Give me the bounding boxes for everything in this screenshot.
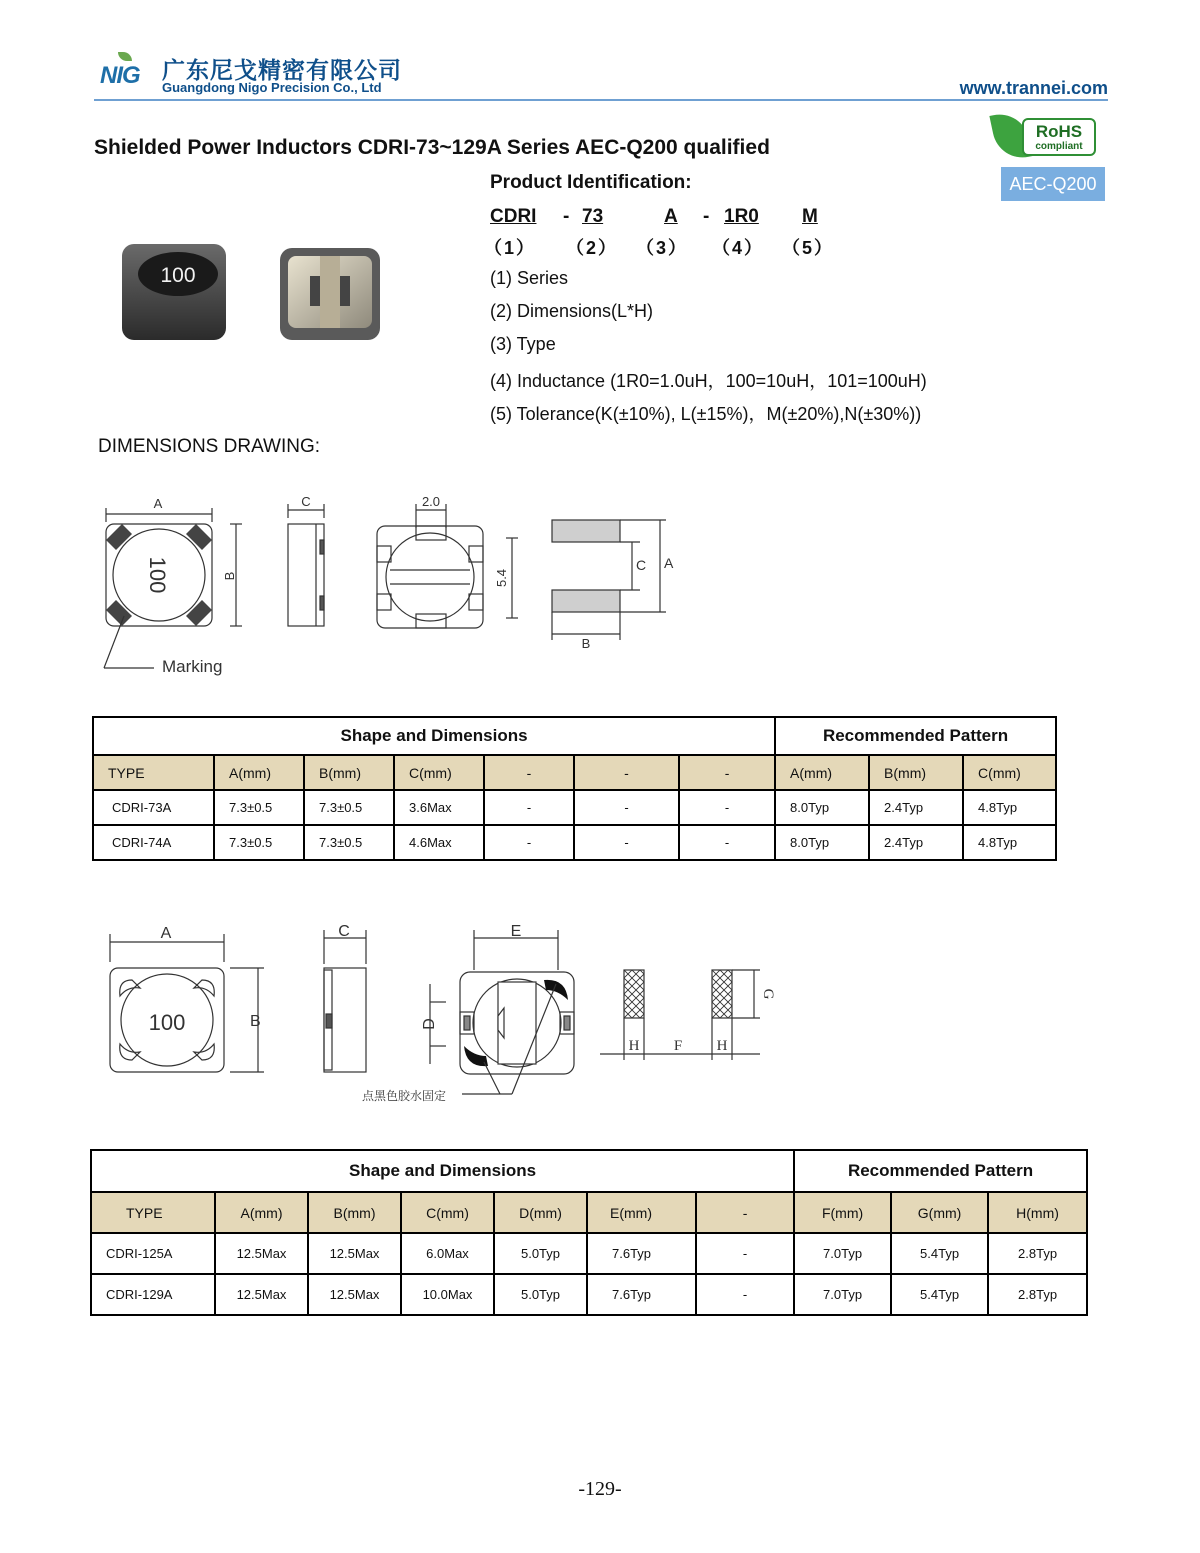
cell-value: 4.8Typ: [963, 825, 1056, 860]
cell-value: 7.3±0.5: [304, 825, 394, 860]
table-caption-shape: Shape and Dimensions: [93, 717, 775, 755]
dim2-label-f: F: [673, 1038, 683, 1054]
cell-value: 7.6Typ: [587, 1274, 696, 1315]
table-header: -: [484, 755, 574, 790]
table-header: C(mm): [394, 755, 484, 790]
dim-label-a: A: [153, 496, 163, 511]
dim2-label-b: B: [250, 1013, 261, 1030]
table-caption-pattern: Recommended Pattern: [775, 717, 1056, 755]
dimensions-table-2: [90, 1149, 1088, 1316]
cell-value: -: [696, 1233, 794, 1274]
inductor-bottom-photo: [280, 248, 380, 340]
pad-label-b: B: [581, 636, 591, 651]
table2-header: F(mm): [794, 1192, 891, 1233]
cell-value: -: [574, 825, 679, 860]
dim2-label-h: H: [628, 1038, 640, 1054]
dim2-label-a: A: [160, 925, 172, 942]
table2-caption-pattern: Recommended Pattern: [794, 1150, 1087, 1192]
pad-label-c: C: [636, 557, 647, 573]
header-divider: [94, 99, 1108, 101]
table-header: A(mm): [775, 755, 869, 790]
cell-value: 7.3±0.5: [304, 790, 394, 825]
cell-value: 12.5Max: [215, 1274, 308, 1315]
cell-value: 4.6Max: [394, 825, 484, 860]
drawing2-marking: 100: [148, 1010, 186, 1035]
table-header: C(mm): [963, 755, 1056, 790]
page-title: Shielded Power Inductors CDRI-73~129A Series AEC-Q200 qualified: [94, 136, 770, 159]
dim2-label-d: D: [421, 1018, 438, 1030]
aec-q200-badge: AEC-Q200: [1001, 167, 1105, 201]
table2-header: H(mm): [988, 1192, 1087, 1233]
code-separator: -: [563, 206, 570, 227]
code-tolerance: M: [802, 206, 818, 227]
dim2-label-g: G: [760, 988, 776, 1000]
cell-value: 5.0Typ: [494, 1233, 587, 1274]
table-row: [93, 790, 1056, 825]
cell-value: -: [574, 790, 679, 825]
rohs-badge: [992, 110, 1104, 160]
cell-value: 8.0Typ: [775, 790, 869, 825]
cell-value: -: [484, 790, 574, 825]
website-url: www.trannei.com: [959, 78, 1108, 98]
code-inductance: 1R0: [724, 206, 759, 227]
cell-value: 7.3±0.5: [214, 790, 304, 825]
cell-value: 2.4Typ: [869, 790, 963, 825]
code-dimensions: 73: [582, 206, 604, 227]
code-index: （4）: [712, 238, 765, 258]
cell-value: 5.0Typ: [494, 1274, 587, 1315]
table2-header: TYPE: [91, 1192, 215, 1233]
code-index: （5）: [782, 238, 835, 258]
cell-value: 10.0Max: [401, 1274, 494, 1315]
cell-value: 12.5Max: [215, 1233, 308, 1274]
cell-value: 5.4Typ: [891, 1274, 988, 1315]
table-header: -: [574, 755, 679, 790]
cell-value: 12.5Max: [308, 1274, 401, 1315]
cell-value: 5.4Typ: [891, 1233, 988, 1274]
rohs-title: RoHS: [1035, 122, 1083, 141]
table2-header: B(mm): [308, 1192, 401, 1233]
table2-header: E(mm): [587, 1192, 696, 1233]
cell-value: -: [696, 1274, 794, 1315]
dimensions-drawing-2: [100, 918, 780, 1110]
cell-value: 12.5Max: [308, 1233, 401, 1274]
dim2-label-c: C: [338, 923, 350, 940]
rohs-subtitle: compliant: [1035, 141, 1083, 152]
dimensions-table-1: [92, 716, 1057, 861]
photo-marking: 100: [160, 264, 196, 287]
code-index: （1）: [484, 238, 537, 258]
table-header: -: [679, 755, 775, 790]
definition-item: (5) Tolerance(K(±10%), L(±15%)，M(±20%),N(±30%)): [490, 404, 922, 424]
dim-label-b: B: [222, 571, 237, 581]
table2-header: G(mm): [891, 1192, 988, 1233]
cell-value: 2.8Typ: [988, 1274, 1087, 1315]
cell-value: -: [679, 790, 775, 825]
company-logo: [100, 50, 440, 96]
company-name-en: Guangdong Nigo Precision Co., Ltd: [162, 80, 382, 95]
dim-label-5-4: 5.4: [494, 568, 509, 588]
cell-value: -: [679, 825, 775, 860]
code-index: （3）: [636, 238, 689, 258]
cell-value: 8.0Typ: [775, 825, 869, 860]
dim-label-c: C: [301, 494, 311, 509]
code-type: A: [664, 206, 678, 227]
table-header: B(mm): [304, 755, 394, 790]
marking-callout: Marking: [162, 657, 223, 676]
cell-value: 7.0Typ: [794, 1233, 891, 1274]
table-header: TYPE: [93, 755, 214, 790]
cell-type: CDRI-74A: [93, 825, 214, 860]
table2-header: D(mm): [494, 1192, 587, 1233]
table2-row: [91, 1233, 1087, 1274]
cell-value: 3.6Max: [394, 790, 484, 825]
code-series: CDRI: [490, 206, 537, 227]
cell-value: 7.3±0.5: [214, 825, 304, 860]
dim2-label-h: H: [716, 1038, 728, 1054]
cell-value: 2.4Typ: [869, 825, 963, 860]
cell-value: 4.8Typ: [963, 790, 1056, 825]
definition-item: (3) Type: [490, 334, 556, 354]
product-photos: [110, 236, 400, 346]
cell-type: CDRI-129A: [91, 1274, 215, 1315]
definition-item: (4) Inductance (1R0=1.0uH，100=10uH，101=100uH): [490, 371, 927, 391]
cell-type: CDRI-73A: [93, 790, 214, 825]
table-header: A(mm): [214, 755, 304, 790]
definition-item: (2) Dimensions(L*H): [490, 301, 654, 321]
inductor-top-photo: [122, 244, 226, 340]
dim2-label-e: E: [510, 923, 522, 940]
table-row: [93, 825, 1056, 860]
definition-item: (1) Series: [490, 268, 569, 288]
cell-value: 7.6Typ: [587, 1233, 696, 1274]
product-id-heading: Product Identification:: [490, 172, 692, 193]
table2-header: C(mm): [401, 1192, 494, 1233]
dimensions-heading: DIMENSIONS DRAWING:: [98, 436, 321, 457]
table2-header: -: [696, 1192, 794, 1233]
table2-row: [91, 1274, 1087, 1315]
drawing-marking: 100: [145, 556, 170, 594]
table2-header: A(mm): [215, 1192, 308, 1233]
cell-value: 7.0Typ: [794, 1274, 891, 1315]
cell-value: 6.0Max: [401, 1233, 494, 1274]
code-index: （2）: [566, 238, 619, 258]
pad-label-a: A: [664, 555, 674, 571]
glue-note: 点黑色胶水固定: [362, 1089, 447, 1103]
cell-type: CDRI-125A: [91, 1233, 215, 1274]
leaf-icon: [118, 52, 132, 61]
company-name-cn: 广东尼戈精密有限公司: [162, 58, 402, 84]
dimensions-drawing-1: [94, 488, 694, 688]
dim-label-2-0: 2.0: [421, 494, 441, 509]
table-header: B(mm): [869, 755, 963, 790]
page-number: -129-: [578, 1478, 622, 1500]
code-separator: -: [703, 206, 710, 227]
cell-value: -: [484, 825, 574, 860]
table2-caption-shape: Shape and Dimensions: [91, 1150, 794, 1192]
logo-mark: NIG: [100, 62, 140, 89]
cell-value: 2.8Typ: [988, 1233, 1087, 1274]
